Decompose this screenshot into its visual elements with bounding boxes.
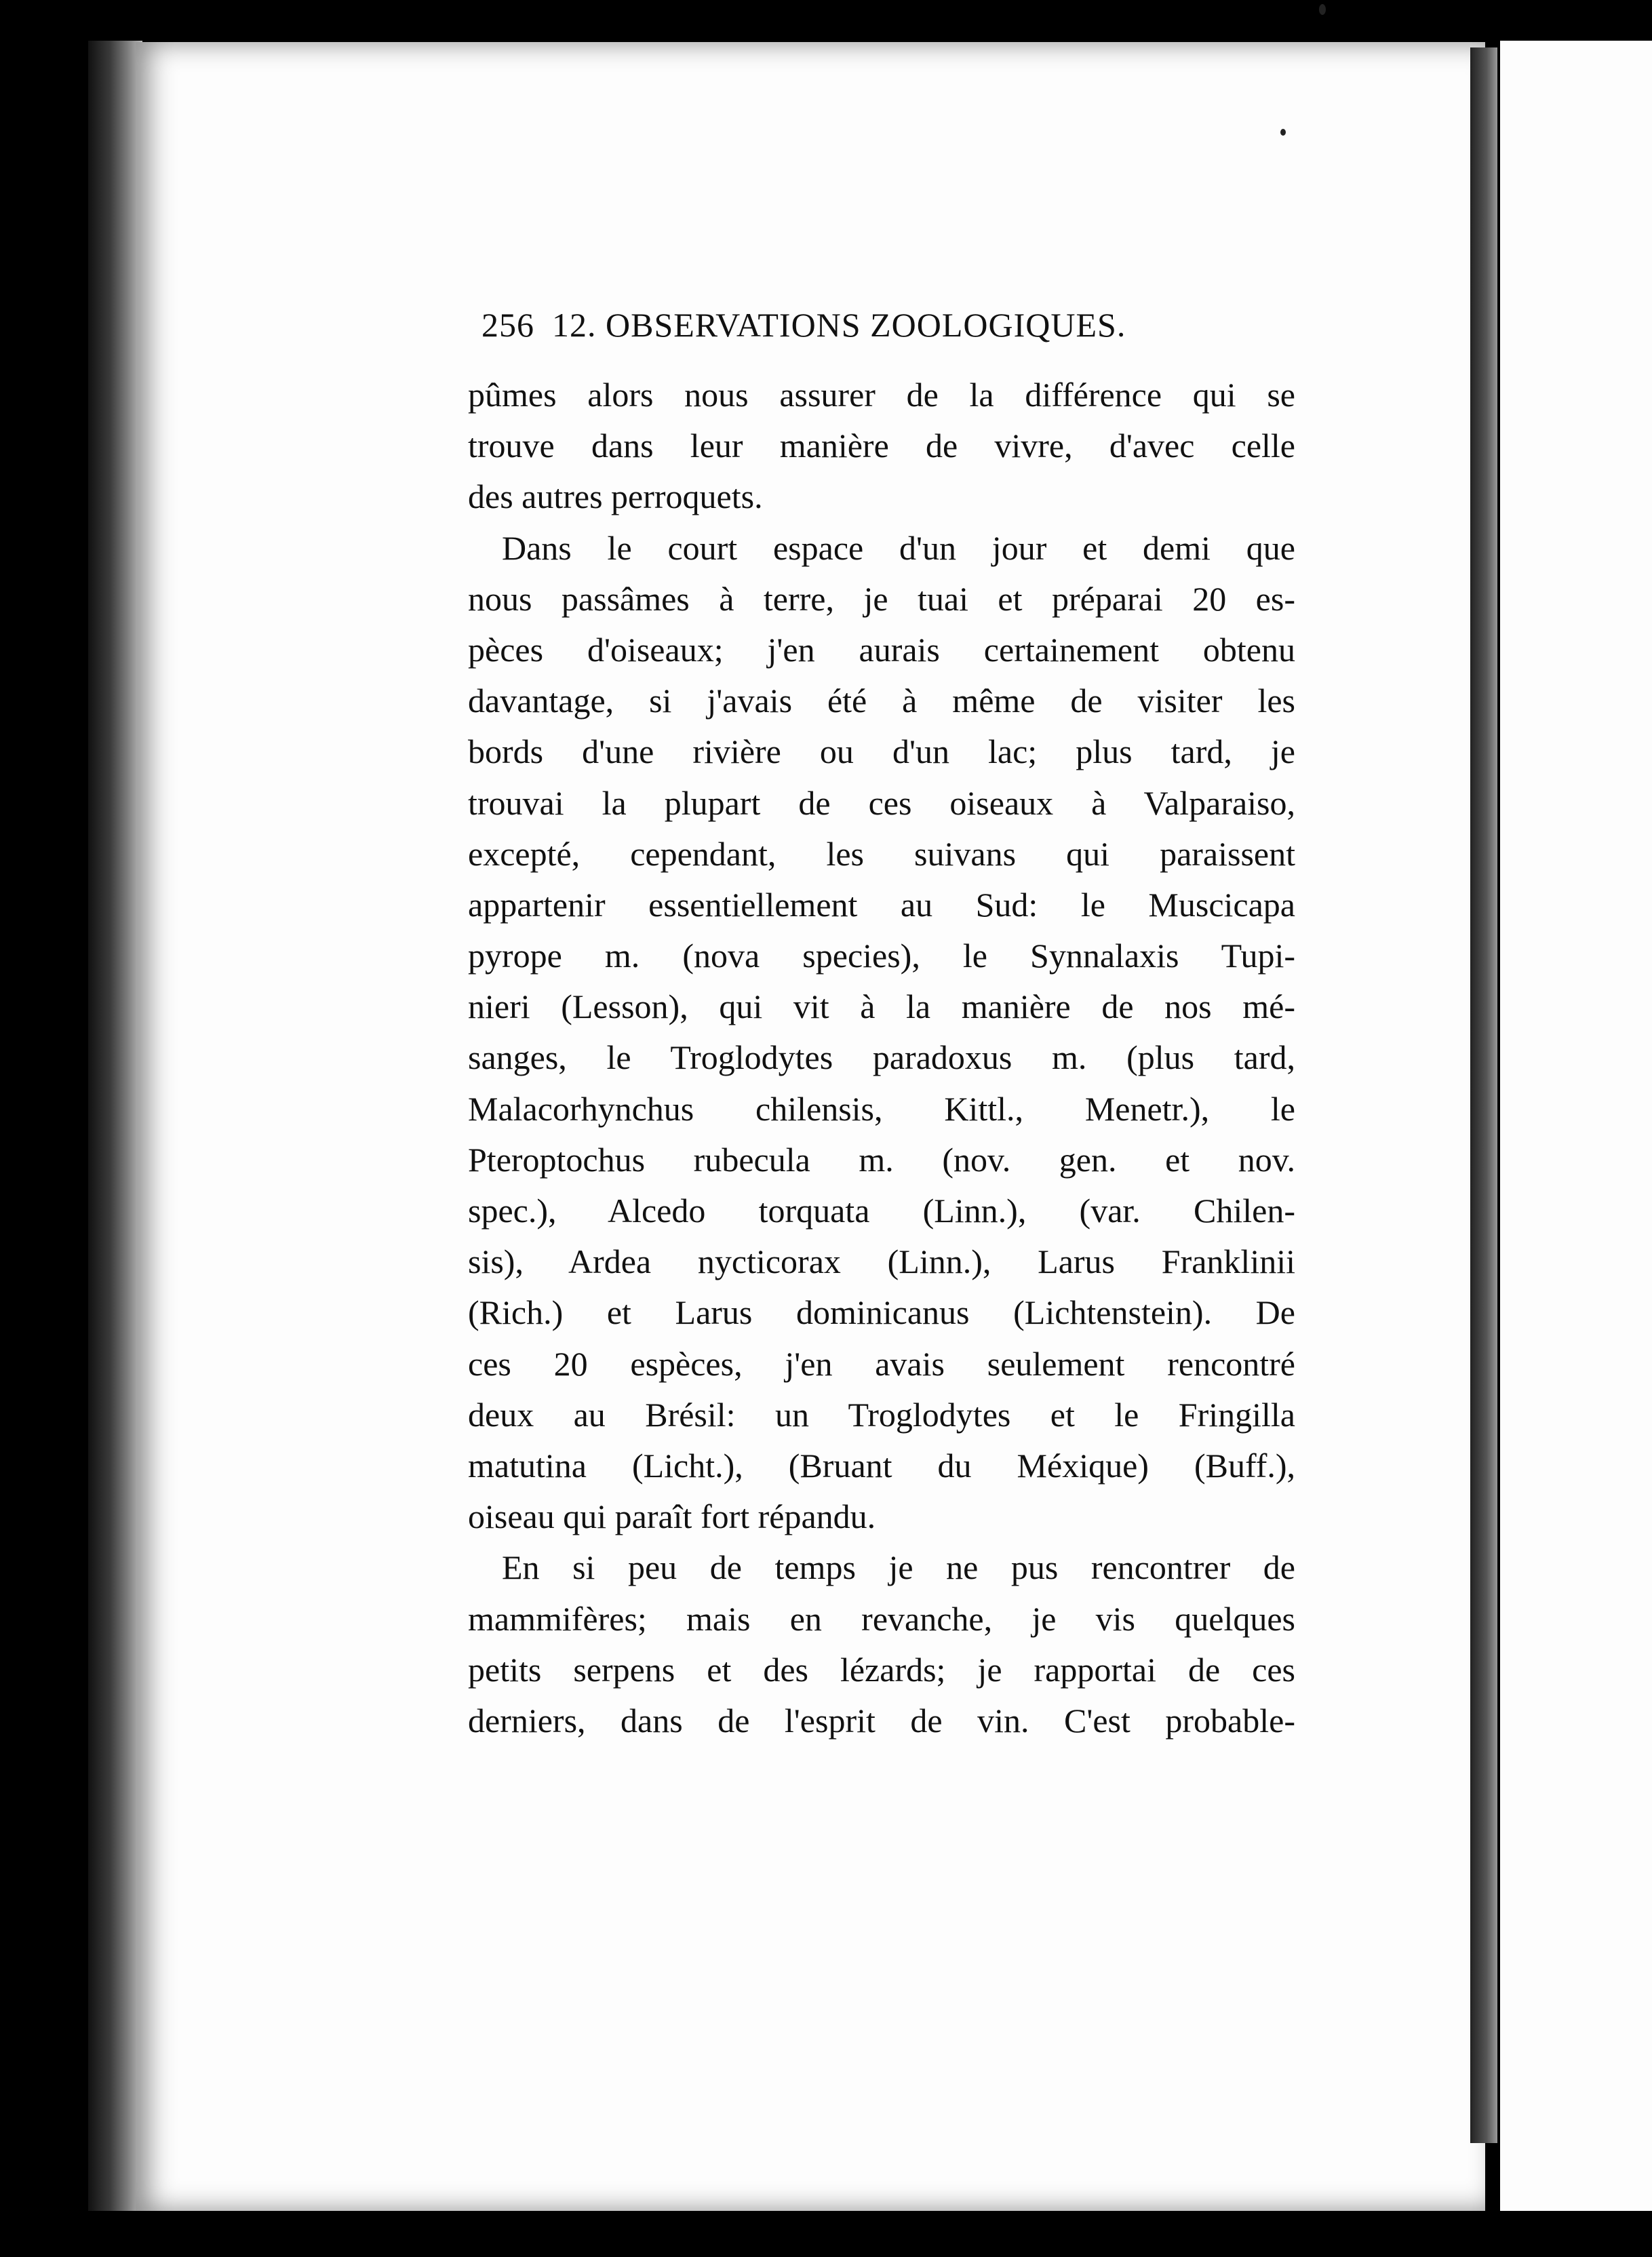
facing-page-edge: [1500, 41, 1652, 2211]
text-line: En si peu de temps je ne pus rencontrer de: [502, 1548, 1295, 1587]
text-line: derniers, dans de l'esprit de vin. C'est probable-: [468, 1701, 1295, 1740]
text-line: Pteroptochus rubecula m. (nov. gen. et nov.: [468, 1140, 1295, 1179]
body-text: [468, 370, 1295, 1746]
text-line: pyrope m. (nova species), le Synnalaxis Tupi-: [468, 937, 1295, 975]
text-line: deux au Brésil: un Troglodytes et le Fringilla: [468, 1395, 1295, 1434]
text-line: ces 20 espèces, j'en avais seulement rencontré: [468, 1344, 1295, 1383]
page-gutter-edge: [1470, 47, 1497, 2143]
text-line: appartenir essentiellement au Sud: le Muscicapa: [468, 885, 1295, 924]
text-line: trouve dans leur manière de vivre, d'avec celle: [468, 427, 1295, 465]
text-line: des autres perroquets.: [468, 477, 763, 516]
text-line: matutina (Licht.), (Bruant du Méxique) (Buff.),: [468, 1446, 1295, 1485]
text-line: nous passâmes à terre, je tuai et préparai 20 es-: [468, 579, 1295, 618]
text-line: excepté, cependant, les suivans qui paraissent: [468, 834, 1295, 873]
paper-speck: [1280, 129, 1286, 136]
book-spine-shadow: [88, 41, 142, 2211]
page-number: 256: [481, 306, 534, 344]
text-line: (Rich.) et Larus dominicanus (Lichtenstein). De: [468, 1293, 1295, 1332]
text-line: petits serpens et des lézards; je rapportai de ces: [468, 1650, 1295, 1689]
text-line: pèces d'oiseaux; j'en aurais certainement obtenu: [468, 630, 1295, 669]
text-line: oiseau qui paraît fort répandu.: [468, 1497, 876, 1536]
text-line: sis), Ardea nycticorax (Linn.), Larus Franklinii: [468, 1242, 1295, 1281]
text-line: nieri (Lesson), qui vit à la manière de nos mé-: [468, 987, 1295, 1026]
text-line: pûmes alors nous assurer de la différence qui se: [468, 376, 1295, 414]
paper-speck: [1319, 4, 1326, 15]
text-line: bords d'une rivière ou d'un lac; plus tard, je: [468, 732, 1295, 771]
text-line: Dans le court espace d'un jour et demi que: [502, 528, 1295, 567]
text-line: trouvai la plupart de ces oiseaux à Valparaiso,: [468, 783, 1295, 822]
text-line: sanges, le Troglodytes paradoxus m. (plus tard,: [468, 1038, 1295, 1077]
text-line: mammifères; mais en revanche, je vis quelques: [468, 1599, 1295, 1638]
text-line: Malacorhynchus chilensis, Kittl., Menetr.), le: [468, 1089, 1295, 1128]
chapter-title: 12. OBSERVATIONS ZOOLOGIQUES.: [552, 306, 1126, 344]
text-line: spec.), Alcedo torquata (Linn.), (var. Chilen-: [468, 1192, 1295, 1230]
text-line: davantage, si j'avais été à même de visiter les: [468, 682, 1295, 720]
running-head: [481, 305, 1282, 345]
